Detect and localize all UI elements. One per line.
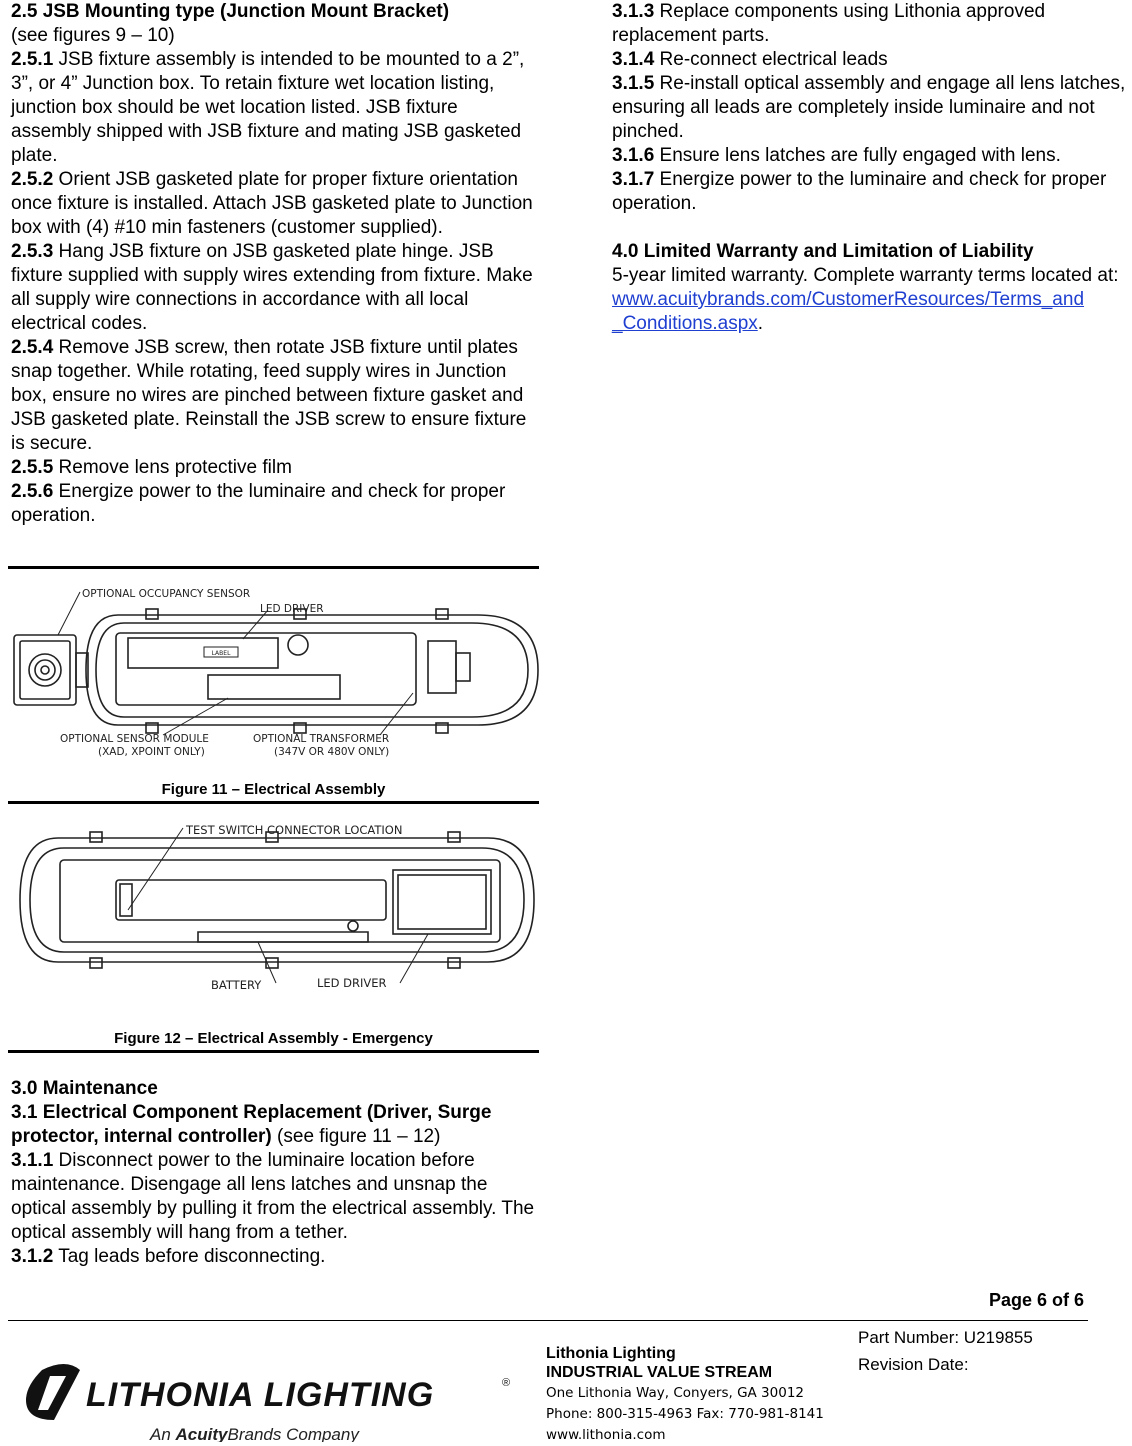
section-2-5-title: 2.5 JSB Mounting type (Junction Mount Bracket) <box>11 1 450 22</box>
footer-web[interactable]: www.lithonia.com <box>546 1427 666 1443</box>
section-4-0-title: 4.0 Limited Warranty and Limitation of Liability <box>612 241 1034 262</box>
step-3-1-7: 3.1.7 Energize power to the luminaire and check for proper operation. <box>612 169 1107 214</box>
figure-11-label-transformer-sub: (347V OR 480V ONLY) <box>274 746 390 758</box>
logo-registered-mark: ® <box>502 1377 511 1389</box>
figure-11-label-sensor-module-sub: (XAD, XPOINT ONLY) <box>98 746 205 758</box>
footer-part-info <box>858 1324 1098 1378</box>
figure-12-top-rule <box>8 801 539 804</box>
figure-11-label-led-driver: LED DRIVER <box>260 603 324 615</box>
step-3-1-6: 3.1.6 Ensure lens latches are fully engaged with lens. <box>612 145 1061 166</box>
figure-12-bottom-rule <box>8 1050 539 1053</box>
step-3-1-2: 3.1.2 Tag leads before disconnecting. <box>11 1246 326 1267</box>
figure-12-label-led-driver: LED DRIVER <box>317 976 387 990</box>
figure-11-label-transformer: OPTIONAL TRANSFORMER <box>253 733 390 745</box>
footer-phone: Phone: 800-315-4963 Fax: 770-981-8141 <box>546 1406 824 1422</box>
step-2-5-4: 2.5.4 Remove JSB screw, then rotate JSB fixture until plates snap together. While rotating, feed supply wires in Junction box, ensure no wires are pinched between fixture gasket and JSB gasketed plate. Reinstall the JSB screw to ensure fixture is secure. <box>11 337 527 454</box>
step-3-1-4: 3.1.4 Re-connect electrical leads <box>612 49 888 70</box>
section-3-0-title: 3.0 Maintenance <box>11 1078 158 1099</box>
figure-11-diagram <box>8 575 539 775</box>
page-number: Page 6 of 6 <box>988 1290 1084 1310</box>
figure-12-label-battery: BATTERY <box>211 978 262 992</box>
figure-11-top-rule <box>8 566 539 569</box>
step-3-1-3: 3.1.3 Replace components using Lithonia approved replacement parts. <box>612 1 1046 46</box>
step-2-5-5: 2.5.5 Remove lens protective film <box>11 457 292 478</box>
footer-address: One Lithonia Way, Conyers, GA 30012 <box>546 1385 804 1401</box>
step-2-5-3: 2.5.3 Hang JSB fixture on JSB gasketed plate hinge. JSB fixture supplied with supply wires extending from fixture. Make all supply wire connections in accordance with all local electrical codes. <box>11 241 533 334</box>
logo-tagline: An AcuityBrands Company <box>150 1425 359 1442</box>
footer-company: Lithonia Lighting <box>546 1345 676 1362</box>
spacer <box>612 216 1132 240</box>
lithonia-logo <box>22 1360 522 1442</box>
figure-11-driver-sticker: LABEL <box>211 650 231 657</box>
left-column-bottom <box>11 1077 539 1269</box>
figure-11-caption: Figure 11 – Electrical Assembly <box>161 781 386 798</box>
figure-12-caption: Figure 12 – Electrical Assembly - Emergency <box>114 1030 433 1047</box>
section-2-5-ref: (see figures 9 – 10) <box>11 25 175 46</box>
figure-12-label-test-switch: TEST SWITCH CONNECTOR LOCATION <box>186 823 403 837</box>
warranty-text: 5-year limited warranty. Complete warranty terms located at: <box>612 265 1119 286</box>
figure-11-label-sensor-module: OPTIONAL SENSOR MODULE <box>60 733 209 745</box>
footer-rule <box>8 1320 1088 1321</box>
section-3-1-title: 3.1 Electrical Component Replacement (Driver, Surge protector, internal controller) (see figure 11 – 12) <box>11 1102 492 1147</box>
footer-contact <box>546 1344 846 1446</box>
step-2-5-6: 2.5.6 Energize power to the luminaire and check for proper operation. <box>11 481 506 526</box>
step-2-5-1: 2.5.1 JSB fixture assembly is intended to be mounted to a 2”, 3”, or 4” Junction box. To retain fixture wet location listing, junction box should be wet location listed. JSB fixture assembly shipped with JSB fixture and mating JSB gasketed plate. <box>11 49 525 166</box>
step-3-1-5: 3.1.5 Re-install optical assembly and engage all lens latches, ensuring all leads are completely inside luminaire and not pinched. <box>612 73 1126 142</box>
part-number: Part Number: U219855 <box>858 1328 1033 1347</box>
warranty-link-block: www.acuitybrands.com/CustomerResources/Terms_and _Conditions.aspx. <box>612 289 1085 334</box>
right-column <box>612 0 1132 336</box>
footer-division: INDUSTRIAL VALUE STREAM <box>546 1364 773 1381</box>
logo-wordmark: LITHONIA LIGHTING <box>86 1376 435 1414</box>
step-2-5-2: 2.5.2 Orient JSB gasketed plate for proper fixture orientation once fixture is installed. Attach JSB gasketed plate to Junction box with (4) #10 min fasteners (customer supplied). <box>11 169 533 238</box>
revision-date: Revision Date: <box>858 1355 969 1374</box>
step-3-1-1: 3.1.1 Disconnect power to the luminaire location before maintenance. Disengage all lens latches and unsnap the optical assembly by pulling it from the electrical assembly. The optical assembly will hang from a tether. <box>11 1150 535 1243</box>
figure-12-diagram <box>8 808 539 998</box>
figure-11-label-occupancy-sensor: OPTIONAL OCCUPANCY SENSOR <box>82 588 251 600</box>
left-column-top <box>11 0 539 528</box>
warranty-link[interactable]: www.acuitybrands.com/CustomerResources/Terms_and _Conditions.aspx <box>612 289 1085 334</box>
